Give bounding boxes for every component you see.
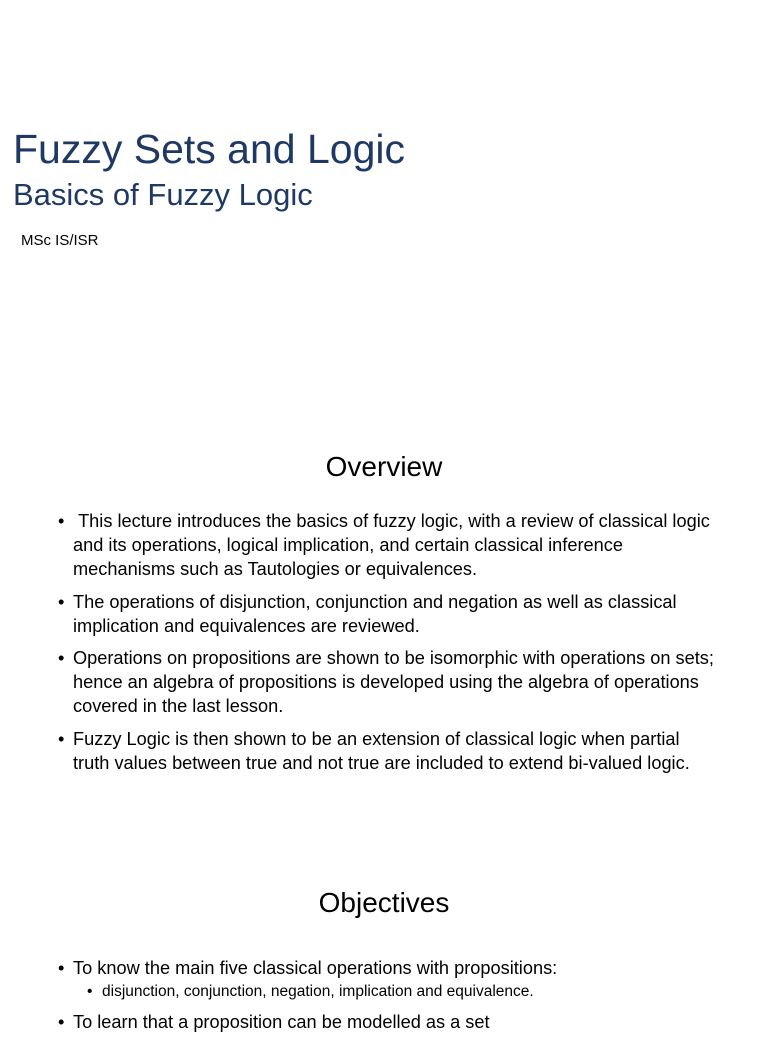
deck-title: Fuzzy Sets and Logic — [13, 126, 405, 172]
overview-bullet — [56, 509, 716, 582]
bullet-icon: • — [87, 983, 93, 1001]
objectives-bullet-list — [56, 956, 716, 1042]
objectives-sub-list — [73, 982, 716, 1002]
overview-bullet-text: Operations on propositions are shown to be isomorphic with operations on sets; hence an algebra of propositions is developed using the algebra of operations covered in the last lesson. — [73, 648, 714, 717]
overview-heading: Overview — [325, 451, 443, 482]
bullet-icon: • — [58, 591, 65, 612]
title-slide — [0, 0, 768, 420]
overview-bullet — [56, 727, 716, 775]
objectives-bullet-text: To know the main five classical operations with propositions: — [73, 958, 558, 978]
overview-bullet — [56, 646, 716, 719]
objectives-bullet-text: To learn that a proposition can be modelled as a set — [73, 1012, 490, 1033]
objectives-sub-bullet-text: disjunction, conjunction, negation, implication and equivalence. — [102, 983, 534, 1001]
objectives-heading: Objectives — [318, 887, 450, 918]
overview-bullet-text: Fuzzy Logic is then shown to be an extension of classical logic when partial truth values between true and not true are included to extend bi-valued logic. — [73, 728, 690, 773]
overview-bullet-list — [56, 509, 716, 783]
objectives-bullet — [56, 956, 716, 1002]
objectives-sub-bullet — [87, 982, 716, 1002]
overview-bullet-text: This lecture introduces the basics of fuzzy logic, with a review of classical logic and its operations, logical implication, and certain classical inference mechanisms such as Tautologies or equivalences. — [73, 511, 715, 580]
bullet-icon: • — [58, 958, 65, 978]
overview-bullet — [56, 590, 716, 638]
bullet-icon: • — [58, 728, 65, 749]
deck-subtitle: Basics of Fuzzy Logic — [13, 177, 313, 212]
overview-bullet-text: The operations of disjunction, conjunction and negation as well as classical implication and equivalences are reviewed. — [73, 591, 677, 636]
objectives-bullet — [56, 1010, 716, 1034]
bullet-icon: • — [58, 1012, 65, 1033]
course-code: MSc IS/ISR — [21, 232, 99, 249]
bullet-icon: • — [58, 511, 65, 531]
bullet-icon: • — [58, 648, 65, 669]
